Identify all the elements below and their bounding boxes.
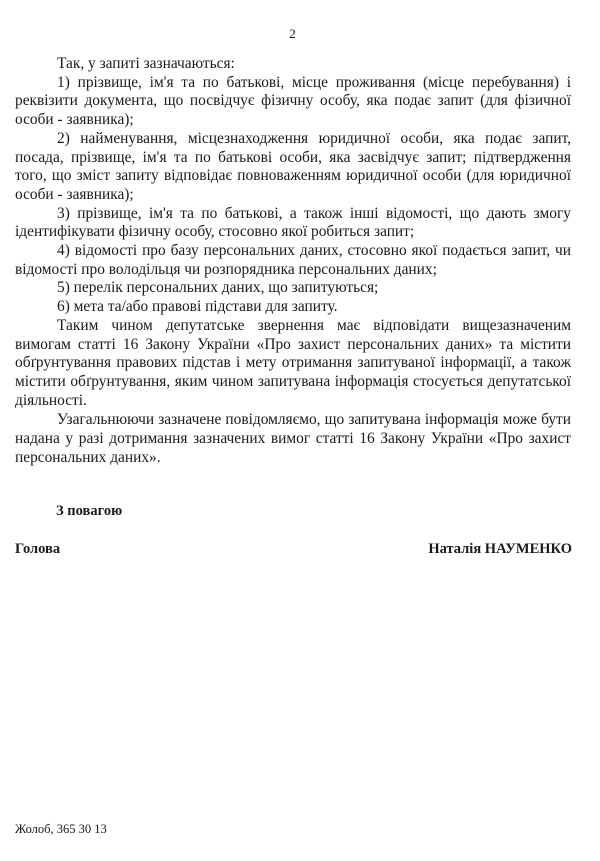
list-item-3: 3) прізвище, ім'я та по батькові, а також інші відомості, що дають змогу ідентифікувати фізичну особу, стосовно якої робиться запит;: [15, 204, 571, 241]
requirements-paragraph: Таким чином депутатське звернення має відповідати вищезазначеним вимогам статті 16 Закону України «Про захист персональних даних» та містити обґрунтування правових підстав і мету отримання запитуваної інформації, а також містити обґрунтування, яким чином запитувана інформація стосується депутатської діяльності.: [15, 316, 571, 409]
list-item-4: 4) відомості про базу персональних даних, стосовно якої подається запит, чи відомості про володільця чи розпорядника персональних даних;: [15, 242, 571, 278]
list-item-1: 1) прізвище, ім'я та по батькові, місце проживання (місце перебування) і реквізити документа, що посвідчує фізичну особу, яка подає запит (для фізичної особи - заявника);: [15, 73, 571, 129]
closing-phrase: З повагою: [56, 503, 123, 519]
signatory-name: Наталія НАУМЕНКО: [428, 541, 572, 557]
conclusion-paragraph: Узагальнюючи зазначене повідомляємо, що запитувана інформація може бути надана у разі дотримання зазначених вимог статті 16 Закону України «Про захист персональних даних».: [15, 411, 571, 466]
executor-contact: Жолоб, 365 30 13: [15, 822, 107, 836]
list-item-5: 5) перелік персональних даних, що запитуються;: [57, 279, 379, 297]
signature-block: [15, 541, 572, 558]
list-item-2: 2) найменування, місцезнаходження юридичної особи, яка подає запит, посада, прізвище, ім'я та по батькові особи, яка засвідчує запит; підтвердження того, що зміст запиту відповідає повноваженням юридичної особи (для юридичної особи - заявника);: [15, 129, 571, 203]
intro-paragraph: Так, у запиті зазначаються:: [57, 55, 235, 72]
page-number: 2: [289, 26, 296, 41]
signatory-position: Голова: [15, 541, 61, 557]
list-item-6: 6) мета та/або правові підстави для запиту.: [57, 298, 338, 316]
letter-body: [15, 55, 571, 467]
